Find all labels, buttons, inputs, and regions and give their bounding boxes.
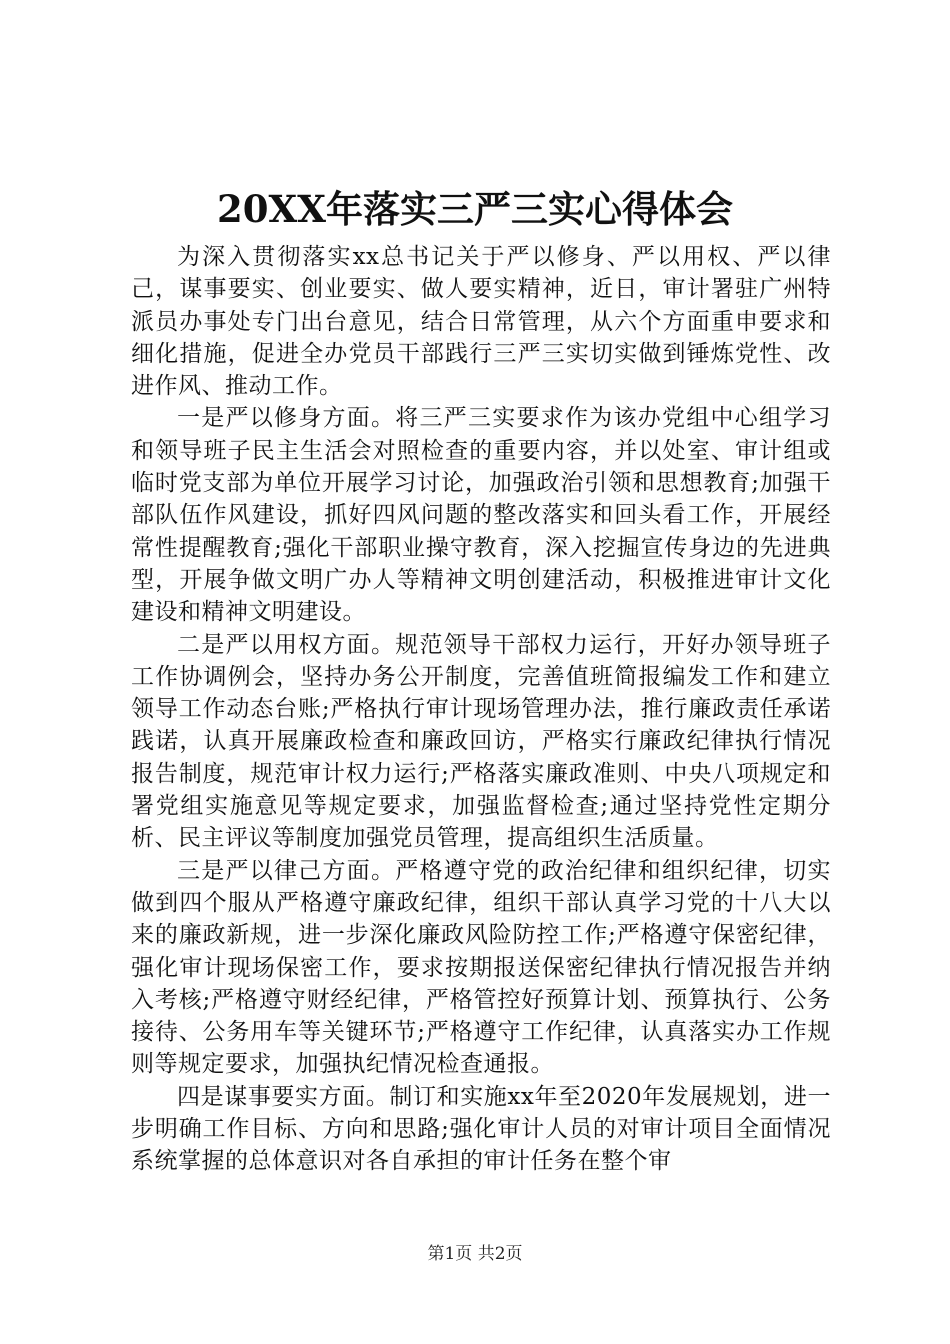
document-title: 20XX年落实三严三实心得体会 xyxy=(217,187,733,231)
paragraph-4: 四是谋事要实方面。制订和实施xx年至2020年发展规划，进一步明确工作目标、方向和思路;强化审计人员的对审计项目全面情况系统掌握的总体意识对各自承担的审计任务在整个审 xyxy=(131,1083,831,1175)
paragraph-3: 三是严以律己方面。严格遵守党的政治纪律和组织纪律，切实做到四个服从严格遵守廉政纪律，组织干部认真学习党的十八大以来的廉政新规，进一步深化廉政风险防控工作;严格遵守保密纪律，强化审计现场保密工作，要求按期报送保密纪律执行情况报告并纳入考核;严格遵守财经纪律，严格管控好预算计划、预算执行、公务接待、公务用车等关键环节;严格遵守工作纪律，认真落实办工作规则等规定要求，加强执纪情况检查通报。 xyxy=(131,857,831,1078)
paragraph-1: 一是严以修身方面。将三严三实要求作为该办党组中心组学习和领导班子民主生活会对照检查的重要内容，并以处室、审计组或临时党支部为单位开展学习讨论，加强政治引领和思想教育;加强干部队伍作风建设，抓好四风问题的整改落实和回头看工作，开展经常性提醒教育;强化干部职业操守教育，深入挖掘宣传身边的先进典型，开展争做文明广办人等精神文明创建活动，积极推进审计文化建设和精神文明建设。 xyxy=(131,405,831,626)
paragraph-2: 二是严以用权方面。规范领导干部权力运行，开好办领导班子工作协调例会，坚持办务公开制度，完善值班简报编发工作和建立领导工作动态台账;严格执行审计现场管理办法，推行廉政责任承诺践诺，认真开展廉政检查和廉政回访，严格实行廉政纪律执行情况报告制度，规范审计权力运行;严格落实廉政准则、中央八项规定和署党组实施意见等规定要求，加强监督检查;通过坚持党性定期分析、民主评议等制度加强党员管理，提高组织生活质量。 xyxy=(131,631,831,852)
document-body xyxy=(131,241,831,1178)
paragraph-intro: 为深入贯彻落实xx总书记关于严以修身、严以用权、严以律己，谋事要实、创业要实、做人要实精神，近日，审计署驻广州特派员办事处专门出台意见，结合日常管理，从六个方面重申要求和细化措施，促进全办党员干部践行三严三实切实做到锤炼党性、改进作风、推动工作。 xyxy=(131,244,831,400)
page-number-footer: 第1页 共2页 xyxy=(427,1244,523,1264)
